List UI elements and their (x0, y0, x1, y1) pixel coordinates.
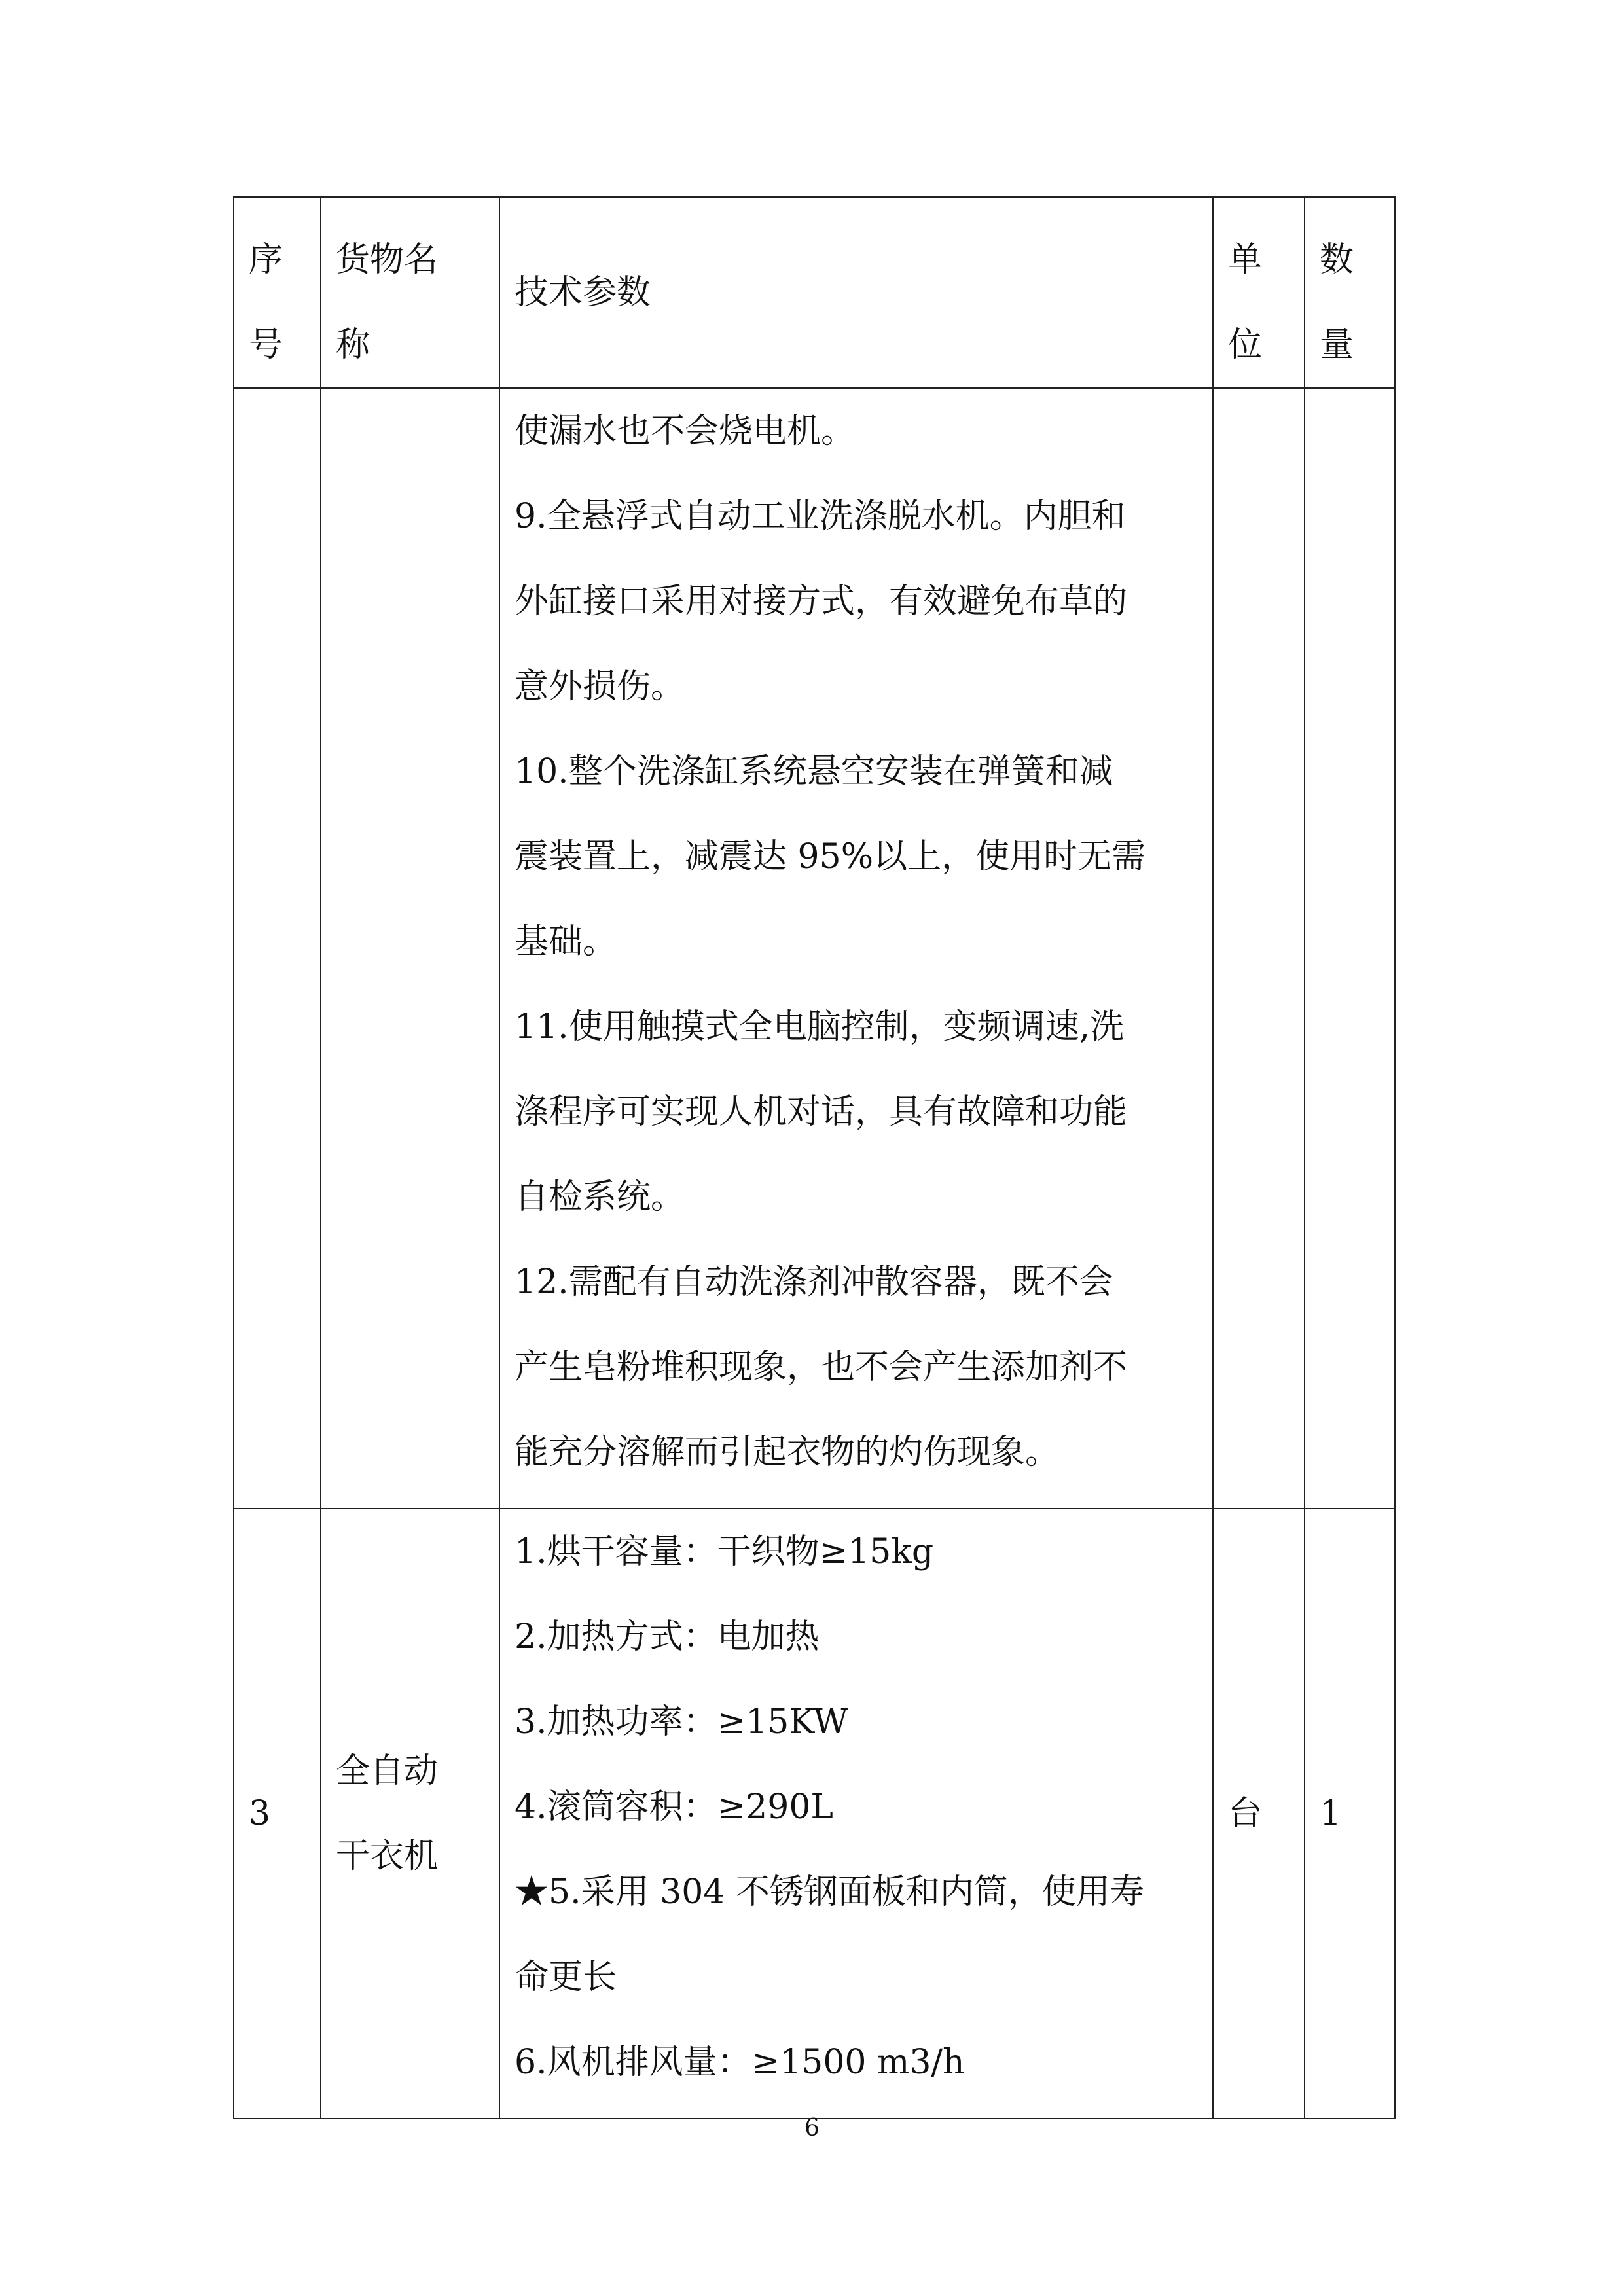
cell-index: 3 (234, 1509, 321, 2119)
param-line: 外缸接口采用对接方式，有效避免布草的 (514, 582, 1128, 621)
header-qty: 数 量 (1305, 197, 1395, 388)
param-line: 震装置上，减震达 95%以上，使用时无需 (514, 837, 1146, 876)
table-row (234, 388, 1395, 1509)
param-line: 产生皂粉堆积现象，也不会产生添加剂不 (514, 1348, 1128, 1387)
header-name: 货物名 称 (321, 197, 499, 388)
param-line: 10.整个洗涤缸系统悬空安装在弹簧和减 (514, 752, 1113, 791)
table-row (234, 1509, 1395, 2119)
param-line: 11.使用触摸式全电脑控制，变频调速,洗 (514, 1007, 1125, 1047)
param-line: 6.风机排风量：≥1500 m3/h (514, 2043, 965, 2082)
param-line: 涤程序可实现人机对话，具有故障和功能 (514, 1092, 1128, 1132)
header-index: 序 号 (234, 197, 321, 388)
cell-index (234, 388, 321, 1509)
cell-name (321, 388, 499, 1509)
param-line: 命更长 (514, 1958, 617, 1997)
param-line: 9.全悬浮式自动工业洗涤脱水机。内胆和 (514, 497, 1126, 536)
cell-name: 全自动 干衣机 (321, 1509, 499, 2119)
cell-unit: 台 (1213, 1509, 1305, 2119)
param-line: 1.烘干容量：干织物≥15kg (514, 1532, 934, 1571)
param-line: 3.加热功率：≥15KW (514, 1702, 848, 1742)
header-params: 技术参数 (499, 197, 1213, 388)
cell-qty (1305, 388, 1395, 1509)
cell-qty: 1 (1305, 1509, 1395, 2119)
cell-unit (1213, 388, 1305, 1509)
param-line: 2.加热方式：电加热 (514, 1617, 820, 1657)
cell-params (499, 1509, 1213, 2119)
spec-table (233, 196, 1396, 2119)
param-line: 能充分溶解而引起衣物的灼伤现象。 (514, 1433, 1060, 1472)
cell-params (499, 388, 1213, 1509)
param-line: 12.需配有自动洗涤剂冲散容器，既不会 (514, 1263, 1113, 1302)
header-unit: 单 位 (1213, 197, 1305, 388)
param-line: 意外损伤。 (514, 667, 685, 706)
param-line: 4.滚筒容积：≥290L (514, 1787, 833, 1827)
param-line: 自检系统。 (514, 1177, 685, 1217)
param-line: 基础。 (514, 922, 617, 961)
param-line: ★5.采用 304 不锈钢面板和内筒，使用寿 (514, 1873, 1144, 1912)
table-header-row (234, 197, 1395, 388)
page-number: 6 (804, 2115, 820, 2142)
param-line: 使漏水也不会烧电机。 (514, 412, 856, 451)
